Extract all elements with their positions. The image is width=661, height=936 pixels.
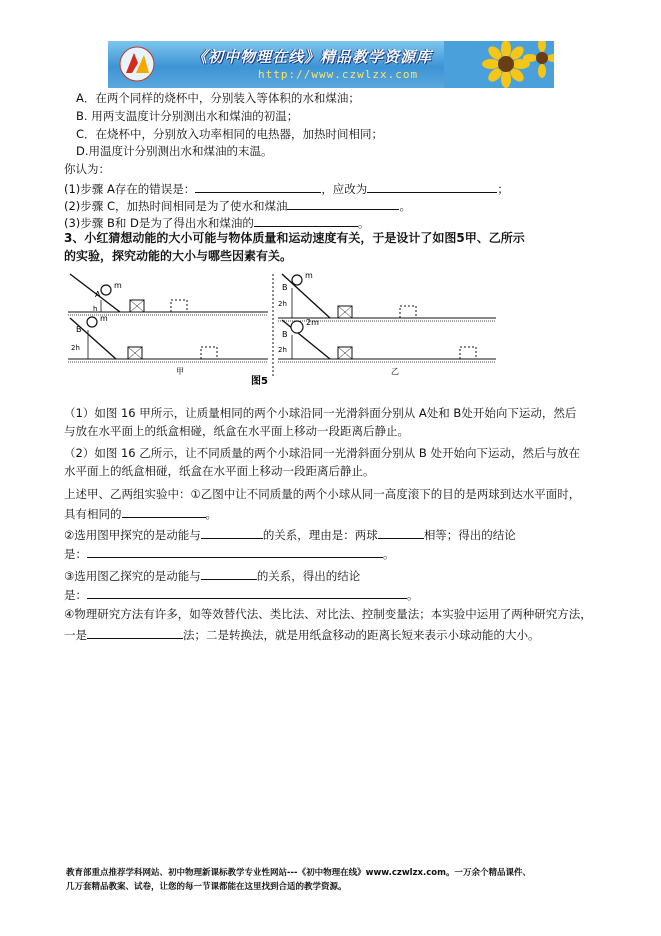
- label-b: B: [282, 283, 288, 292]
- step-b: B. 用两支温度计分别测出水和煤油的初温；: [76, 109, 299, 123]
- q2-item-1-text-a: (1)步骤 A存在的错误是：: [64, 182, 196, 196]
- answer-blank[interactable]: [195, 180, 321, 193]
- para-4-text-b: 的关系，理由是：两球: [262, 528, 378, 542]
- para-6-line-2: [64, 626, 540, 643]
- answer-blank[interactable]: [367, 180, 497, 193]
- q2-item-1-text-b: ，应改为: [321, 182, 368, 196]
- header-banner: [108, 41, 554, 88]
- label-b: B: [282, 330, 288, 339]
- label-2h: 2h: [278, 346, 287, 354]
- para-1-line-1: （1）如图 16 甲所示，让质量相同的两个小球沿同一光滑斜面分别从 A处和 B处开始向下运动，然后: [64, 406, 577, 420]
- para-4-line-2: [64, 545, 395, 562]
- para-1-line-2: 与放在水平面上的纸盒相碰，纸盒在水平面上移动一段距离后静止。: [64, 424, 409, 438]
- answer-blank[interactable]: [378, 526, 424, 539]
- sunflower-icon: [444, 41, 554, 88]
- para-2-line-1: （2）如图 16 乙所示，让不同质量的两个小球沿同一光滑斜面分别从 B 处开始向下运动，然后与放在: [64, 446, 580, 460]
- label-a: A: [95, 290, 101, 299]
- para-6-text-b: 法；二是转换法，就是用纸盒移动的距离长短来表示小球动能的大小。: [183, 628, 540, 642]
- figure-5-diagram: [68, 270, 498, 388]
- answer-blank[interactable]: [87, 626, 183, 639]
- q2-item-1-text-c: ；: [497, 182, 509, 196]
- para-5-line-2: [64, 586, 419, 603]
- label-jia: 甲: [176, 367, 184, 376]
- figure-caption: 图5: [251, 376, 268, 387]
- step-d: D.用温度计分别测出水和煤油的末温。: [76, 144, 273, 158]
- answer-blank[interactable]: [254, 214, 358, 227]
- para-5-text-a: ③选用图乙探究的是动能与: [64, 569, 201, 583]
- answer-blank[interactable]: [201, 526, 263, 539]
- para-5-line-1: [64, 567, 360, 584]
- yi-bottom-setup: [278, 318, 496, 376]
- q3-line-1: 3、小红猜想动能的大小可能与物体质量和运动速度有关，于是设计了如图5甲、乙所示: [64, 231, 525, 245]
- label-2h: 2h: [71, 344, 80, 352]
- q2-item-3-text-a: (3)步骤 B和 D是为了得出水和煤油的: [64, 216, 254, 230]
- label-2h: 2h: [278, 300, 287, 308]
- label-2m: 2m: [306, 318, 319, 327]
- para-2-line-2: 水平面上的纸盒相碰，纸盒在水平面上移动一段距离后静止。: [64, 464, 375, 478]
- site-logo-icon: [118, 45, 156, 83]
- para-3-text-a: 具有相同的: [64, 507, 122, 521]
- jia-top-setup: [68, 274, 268, 315]
- q2-intro: 你认为：: [64, 162, 110, 176]
- site-url[interactable]: http://www.czwlzx.com: [258, 68, 419, 81]
- label-yi: 乙: [391, 367, 399, 376]
- answer-blank[interactable]: [122, 505, 206, 518]
- para-4-text-c: 相等；得出的结论: [423, 528, 516, 542]
- para-3-text-b: 。: [205, 507, 217, 521]
- para-3-line-1: 上述甲、乙两组实验中：①乙图中让不同质量的两个小球从同一高度滚下的目的是两球到达水平面时，: [64, 487, 581, 501]
- para-4-text-a: ②选用图甲探究的是动能与: [64, 528, 201, 542]
- label-m: m: [114, 281, 122, 290]
- para-5-text-c: 是：: [64, 588, 87, 602]
- q2-item-3-text-b: 。: [357, 216, 370, 230]
- label-h: h: [93, 305, 98, 313]
- para-4-line-1: [64, 526, 516, 543]
- para-5-text-b: 的关系，得出的结论: [256, 569, 361, 583]
- q2-item-2: [64, 197, 411, 214]
- step-a: A．在两个同样的烧杯中，分别装入等体积的水和煤油；: [76, 91, 360, 105]
- q2-item-3: [64, 214, 369, 231]
- para-4-text-e: 。: [383, 547, 395, 561]
- answer-blank[interactable]: [201, 567, 257, 580]
- label-m: m: [305, 271, 313, 280]
- jia-bottom-setup: [68, 314, 268, 376]
- yi-top-setup: [278, 271, 496, 321]
- answer-blank[interactable]: [287, 197, 399, 210]
- para-5-text-d: 。: [407, 588, 419, 602]
- footer-line-2: 几万套精品教案、试卷，让您的每一节课都能在这里找到合适的教学资源。: [66, 882, 347, 892]
- q2-item-2-text-b: 。: [399, 199, 411, 213]
- answer-blank[interactable]: [87, 545, 383, 558]
- para-6-text-a: 一是: [64, 628, 87, 642]
- q2-item-1: [64, 180, 509, 197]
- step-c: C．在烧杯中，分别放入功率相同的电热器，加热时间相同；: [76, 127, 384, 141]
- q3-line-2: 的实验，探究动能的大小与哪些因素有关。: [64, 249, 293, 263]
- site-title: 《初中物理在线》精品教学资源库: [192, 48, 433, 66]
- q2-item-2-text-a: (2)步骤 C，加热时间相同是为了使水和煤油: [64, 199, 288, 213]
- para-4-text-d: 是：: [64, 547, 87, 561]
- answer-blank[interactable]: [87, 586, 407, 599]
- para-3-line-2: [64, 505, 217, 522]
- label-b: B: [76, 325, 82, 334]
- footer-line-1: 教育部重点推荐学科网站、初中物理新课标教学专业性网站---《初中物理在线》www.czwlzx.com。一万余个精品课件、: [66, 868, 531, 878]
- label-m: m: [100, 314, 108, 323]
- para-6-line-1: ④物理研究方法有许多，如等效替代法、类比法、对比法、控制变量法；本实验中运用了两种研究方法，: [64, 607, 592, 621]
